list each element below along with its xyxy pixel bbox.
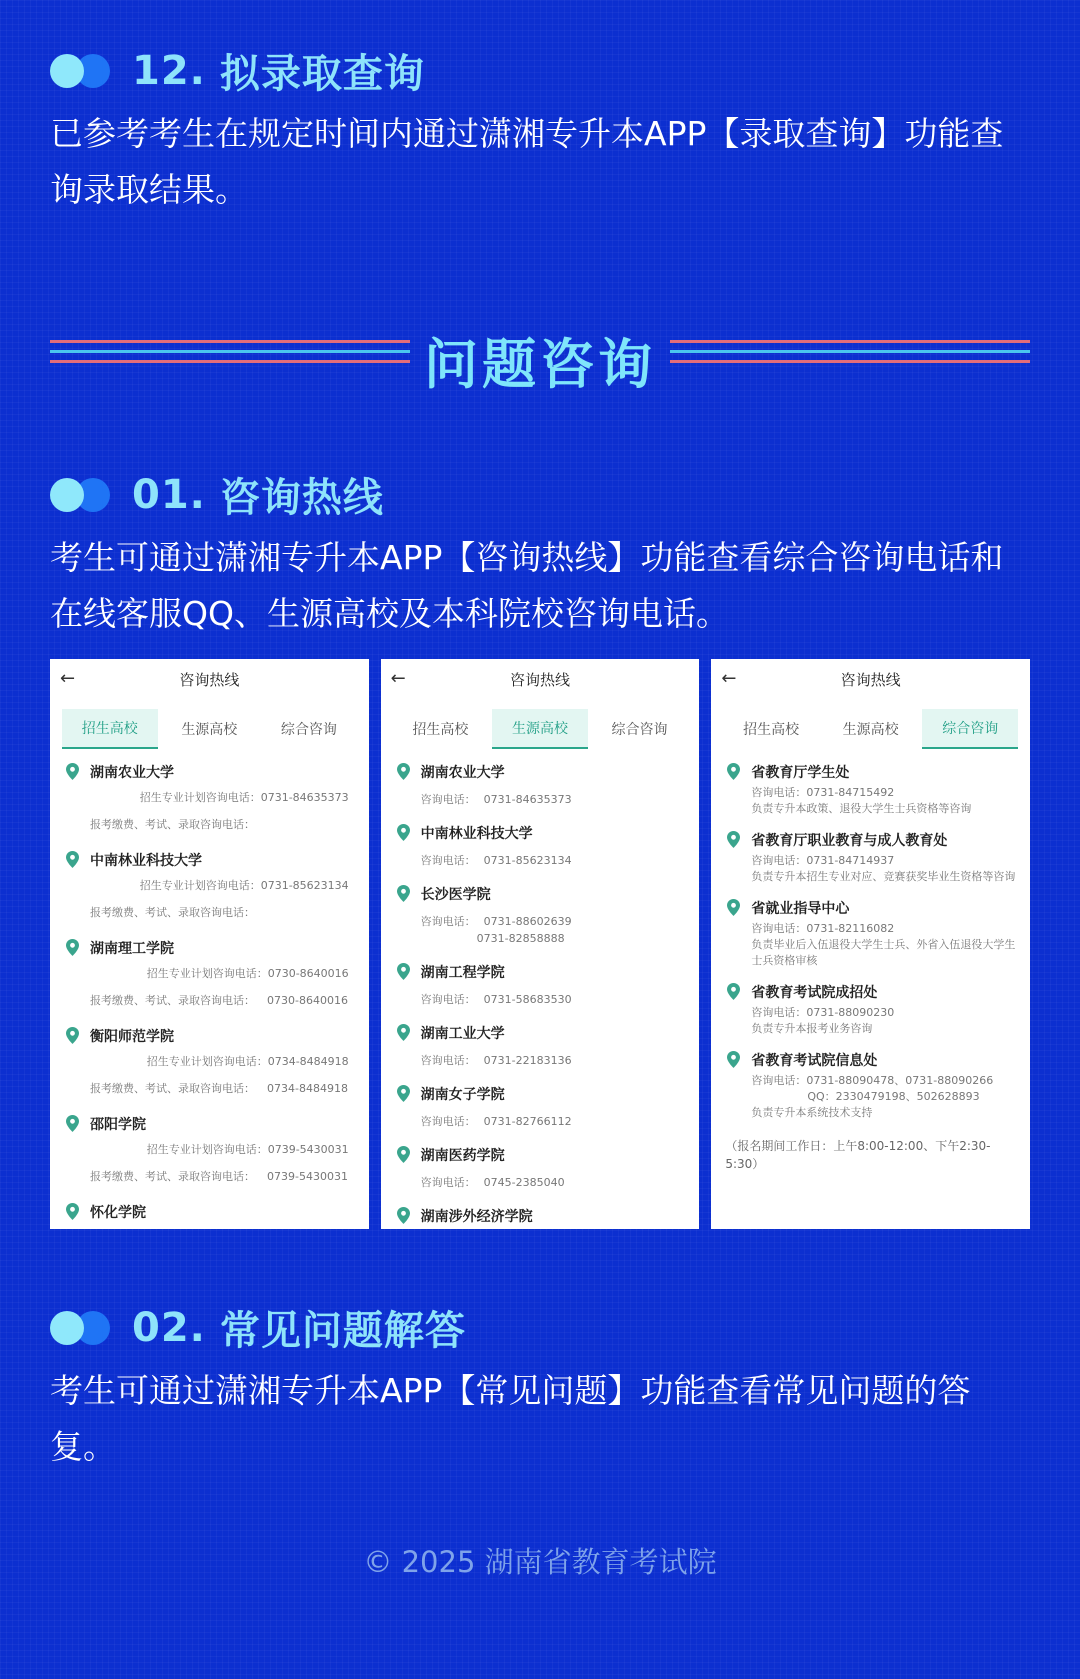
phone-value: 0731-58683530	[483, 993, 572, 1006]
exam-phone-value: 0739-5430031	[267, 1170, 348, 1183]
exam-phone-line	[90, 904, 355, 921]
exam-phone-label: 报考缴费、考试、录取咨询电话：	[90, 994, 255, 1007]
consult-phone: 咨询电话：0731-84714937	[751, 854, 895, 867]
school-name: 湖南医药学院	[420, 1148, 505, 1164]
location-pin-icon	[397, 1085, 410, 1102]
phone-header	[711, 659, 1030, 699]
exam-phone-line	[90, 1168, 355, 1185]
plan-phone-line	[90, 789, 355, 806]
phone-tabs	[711, 699, 1030, 751]
consult-phone: 咨询电话：0731-88090478、0731-88090266	[751, 1074, 994, 1087]
phone-line	[421, 1113, 686, 1130]
phone-label: 咨询电话：	[420, 915, 476, 928]
app-screenshots	[50, 659, 1030, 1229]
section-02-number: 02.	[132, 1304, 206, 1351]
tab-source-schools[interactable]: 生源高校	[492, 709, 588, 749]
location-pin-icon	[66, 1115, 79, 1132]
toggle-icon	[50, 1311, 110, 1345]
phone-title: 咨询热线	[840, 670, 901, 689]
location-pin-icon	[397, 885, 410, 902]
plan-phone-line	[90, 877, 355, 894]
department-name: 省教育考试院信息处	[751, 1053, 878, 1069]
exam-phone-label: 报考缴费、考试、录取咨询电话：	[90, 906, 255, 919]
phone-line	[421, 791, 686, 808]
list-item[interactable]	[66, 849, 355, 921]
location-pin-icon	[727, 899, 740, 916]
phone-label: 咨询电话：	[420, 854, 476, 867]
plan-phone-value: 0734-8484918	[267, 1055, 349, 1068]
section-12-title: 拟录取查询	[219, 51, 425, 97]
school-name: 湖南女子学院	[420, 1087, 505, 1103]
plan-phone-label: 招生专业计划咨询电话：	[139, 791, 261, 804]
location-pin-icon	[397, 1146, 410, 1163]
list-item[interactable]	[727, 829, 1016, 885]
department-name: 省就业指导中心	[751, 901, 850, 917]
tab-general-consult[interactable]: 综合咨询	[280, 722, 337, 738]
location-pin-icon	[66, 763, 79, 780]
tab-source-schools[interactable]: 生源高校	[842, 722, 899, 738]
school-name: 衡阳师范学院	[90, 1029, 174, 1045]
location-pin-icon	[727, 1051, 740, 1068]
phone-value: 0731-82766112	[483, 1115, 572, 1128]
school-name: 邵阳学院	[90, 1117, 146, 1133]
location-pin-icon	[397, 1207, 410, 1224]
exam-phone-line	[90, 992, 355, 1009]
plan-phone-label: 招生专业计划咨询电话：	[146, 967, 268, 980]
section-01-header	[50, 466, 384, 523]
location-pin-icon	[66, 851, 79, 868]
school-name: 长沙医学院	[420, 887, 491, 903]
section-02-title: 常见问题解答	[219, 1308, 466, 1354]
plan-phone-label: 招生专业计划咨询电话：	[139, 879, 261, 892]
footer-copyright: © 2025 湖南省教育考试院	[363, 1545, 717, 1579]
section-01-number: 01.	[132, 471, 206, 518]
phone-label: 咨询电话：	[420, 993, 476, 1006]
phone-header	[381, 659, 700, 699]
phone-header	[50, 659, 369, 699]
location-pin-icon	[727, 763, 740, 780]
plan-phone-value: 0731-85623134	[260, 879, 349, 892]
phone-tabs	[50, 699, 369, 751]
toggle-icon	[50, 478, 110, 512]
section-01-text: 考生可通过潇湘专升本APP【咨询热线】功能查看综合咨询电话和在线客服QQ、生源高校及本科院校咨询电话。	[50, 538, 1004, 633]
phone-screen-general-consult	[711, 659, 1030, 1229]
location-pin-icon	[397, 824, 410, 841]
list-item[interactable]	[397, 761, 686, 808]
responsibility: 负责专升本系统技术支持	[751, 1106, 873, 1119]
location-pin-icon	[66, 1203, 79, 1220]
phone-value: 0731-85623134	[483, 854, 572, 867]
phone-value: 0731-88602639	[483, 915, 572, 928]
back-arrow-icon[interactable]: ←	[390, 668, 406, 689]
list-item[interactable]	[397, 822, 686, 869]
consult-phone: 咨询电话：0731-88090230	[751, 1006, 895, 1019]
tab-recruiting-schools[interactable]: 招生高校	[412, 722, 469, 738]
exam-phone-label: 报考缴费、考试、录取咨询电话：	[90, 818, 255, 831]
phone-label: 咨询电话：	[420, 1176, 476, 1189]
tab-source-schools[interactable]: 生源高校	[181, 722, 238, 738]
location-pin-icon	[727, 831, 740, 848]
tab-general-consult[interactable]: 综合咨询	[922, 709, 1018, 749]
school-name: 湖南涉外经济学院	[420, 1209, 533, 1225]
department-list	[711, 751, 1030, 1121]
school-list	[50, 751, 369, 1225]
responsibility: 负责专升本报考业务咨询	[751, 1022, 873, 1035]
school-name: 湖南理工学院	[90, 941, 174, 957]
location-pin-icon	[66, 1027, 79, 1044]
section-02-header	[50, 1299, 466, 1356]
tab-general-consult[interactable]: 综合咨询	[611, 722, 668, 738]
school-name: 中南林业科技大学	[90, 853, 202, 869]
list-item[interactable]	[397, 1205, 686, 1229]
location-pin-icon	[397, 1024, 410, 1041]
list-item[interactable]	[66, 1201, 355, 1225]
responsibility: 负责专升本政策、退役大学生士兵资格等咨询	[751, 802, 972, 815]
phone-line	[421, 1052, 686, 1069]
plan-phone-label: 招生专业计划咨询电话：	[146, 1055, 268, 1068]
phone-title: 咨询热线	[179, 670, 240, 689]
consult-phone: 咨询电话：0731-84715492	[751, 786, 895, 799]
plan-phone-value: 0731-84635373	[260, 791, 349, 804]
toggle-icon	[50, 54, 110, 88]
department-name: 省教育厅职业教育与成人教育处	[751, 833, 948, 849]
banner-title: 问题咨询	[424, 333, 656, 396]
phone-tabs	[381, 699, 700, 751]
list-item[interactable]	[397, 883, 686, 947]
location-pin-icon	[727, 983, 740, 1000]
phone-line	[421, 1174, 686, 1191]
exam-phone-line	[90, 1080, 355, 1097]
phone-value: 0745-2385040	[483, 1176, 565, 1189]
tab-recruiting-schools[interactable]: 招生高校	[62, 709, 158, 749]
section-12-number: 12.	[132, 47, 206, 94]
plan-phone-value: 0730-8640016	[267, 967, 349, 980]
location-pin-icon	[66, 939, 79, 956]
back-arrow-icon[interactable]: ←	[60, 668, 76, 689]
office-hours-note: （报名期间工作日：上午8:00-12:00、下午2:30-5:30）	[725, 1139, 991, 1171]
list-item[interactable]	[727, 897, 1016, 969]
back-arrow-icon[interactable]: ←	[721, 668, 737, 689]
exam-phone-value: 0730-8640016	[267, 994, 348, 1007]
section-02-text: 考生可通过潇湘专升本APP【常见问题】功能查看常见问题的答复。	[50, 1371, 971, 1466]
banner-right-lines	[670, 340, 1030, 380]
school-name: 怀化学院	[90, 1205, 146, 1221]
list-item[interactable]	[397, 1022, 686, 1069]
phone-screen-recruiting-schools	[50, 659, 369, 1229]
list-item[interactable]	[727, 1049, 1016, 1121]
consult-phone: 咨询电话：0731-82116082	[751, 922, 895, 935]
location-pin-icon	[397, 963, 410, 980]
plan-phone-line	[90, 1053, 355, 1070]
department-name: 省教育考试院成招处	[751, 985, 878, 1001]
school-name: 湖南农业大学	[420, 765, 505, 781]
tab-recruiting-schools[interactable]: 招生高校	[743, 722, 800, 738]
school-name: 湖南工程学院	[420, 965, 505, 981]
phone-value: 0731-22183136	[483, 1054, 572, 1067]
banner-left-lines	[50, 340, 410, 380]
section-12-header	[50, 42, 425, 99]
phone-label: 咨询电话：	[420, 1115, 476, 1128]
list-item[interactable]	[66, 1025, 355, 1097]
phone-line	[421, 991, 686, 1008]
school-name: 湖南农业大学	[90, 765, 174, 781]
phone-value: 0731-84635373	[483, 793, 572, 806]
location-pin-icon	[397, 763, 410, 780]
list-item[interactable]	[397, 1083, 686, 1130]
exam-phone-label: 报考缴费、考试、录取咨询电话：	[90, 1082, 255, 1095]
list-item[interactable]	[397, 1144, 686, 1191]
phone-label: 咨询电话：	[420, 793, 476, 806]
list-item[interactable]	[397, 961, 686, 1008]
plan-phone-line	[90, 965, 355, 982]
responsibility: 负责毕业后入伍退役大学生士兵、外省入伍退役大学生士兵资格审核	[751, 938, 1016, 967]
list-item[interactable]	[727, 761, 1016, 817]
phone-extra: 0731-82858888	[476, 932, 565, 945]
phone-label: 咨询电话：	[420, 1054, 476, 1067]
exam-phone-value: 0734-8484918	[267, 1082, 348, 1095]
plan-phone-label: 招生专业计划咨询电话：	[146, 1143, 268, 1156]
phone-line	[421, 913, 686, 930]
plan-phone-value: 0739-5430031	[267, 1143, 349, 1156]
section-01-title: 咨询热线	[219, 475, 384, 521]
plan-phone-line	[90, 1141, 355, 1158]
list-item[interactable]	[66, 937, 355, 1009]
phone-title: 咨询热线	[510, 670, 571, 689]
list-item[interactable]	[727, 981, 1016, 1037]
phone-screen-source-schools	[381, 659, 700, 1229]
exam-phone-label: 报考缴费、考试、录取咨询电话：	[90, 1170, 255, 1183]
school-list	[381, 751, 700, 1229]
school-name: 中南林业科技大学	[420, 826, 533, 842]
department-name: 省教育厅学生处	[751, 765, 850, 781]
qq-numbers: QQ：2330479198、502628893	[807, 1090, 980, 1103]
school-name: 湖南工业大学	[420, 1026, 505, 1042]
list-item[interactable]	[66, 761, 355, 833]
phone-line	[421, 852, 686, 869]
section-12-text: 已参考考生在规定时间内通过潇湘专升本APP【录取查询】功能查询录取结果。	[50, 114, 1004, 209]
exam-phone-line	[90, 816, 355, 833]
list-item[interactable]	[66, 1113, 355, 1185]
responsibility: 负责专升本招生专业对应、竞赛获奖毕业生资格等咨询	[751, 870, 1016, 883]
